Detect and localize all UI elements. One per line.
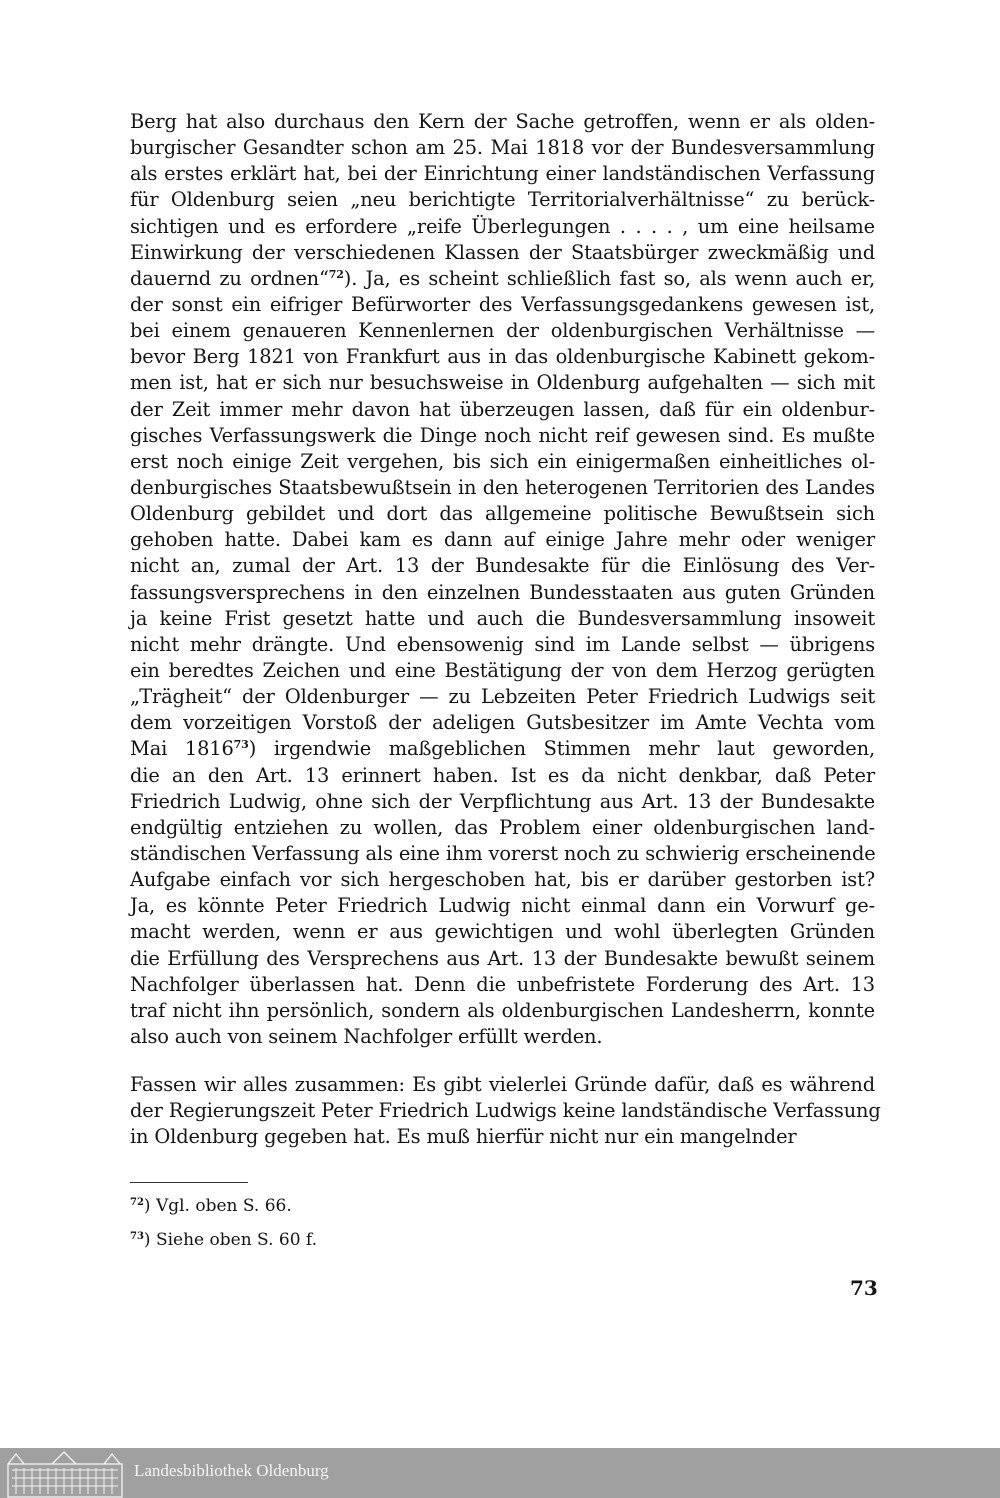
footnote-text: ) Siehe oben S. 60 f. <box>143 1230 318 1250</box>
line-text: Friedrich Ludwig, ohne sich der Verpflichtung aus Art. 13 der Bundesakte <box>130 789 875 813</box>
page-number: 73 <box>850 1276 878 1300</box>
text-line <box>130 867 875 893</box>
line-text: macht werden, wenn er aus gewichtigen und wohl überlegten Gründen <box>130 920 875 944</box>
footnote-marker: 73 <box>130 1231 144 1242</box>
line-text: ) irgendwie maßgeblichen Stimmen mehr laut geworden, <box>248 737 875 761</box>
text-line <box>130 841 875 867</box>
line-text: dauernd zu ordnen“ <box>130 266 329 290</box>
text-line <box>130 998 875 1024</box>
line-text: bei einem genaueren Kennenlernen der oldenburgischen Verhältnisse — <box>130 319 875 343</box>
text-line <box>130 527 875 553</box>
text-line <box>130 187 875 213</box>
line-text: ständischen Verfassung als eine ihm vorerst noch zu schwierig erscheinende <box>130 841 876 865</box>
line-text: endgültig entziehen zu wollen, das Problem einer oldenburgischen land- <box>130 815 875 839</box>
text-line <box>130 1098 881 1124</box>
line-text: nicht mehr drängte. Und ebensowenig sind im Lande selbst — übrigens <box>130 632 875 656</box>
text-line <box>130 501 875 527</box>
line-text: ). Ja, es scheint schließlich fast so, als wenn auch er, <box>343 266 875 290</box>
text-line <box>130 1072 875 1098</box>
text-line <box>130 789 875 815</box>
text-line <box>130 1124 875 1150</box>
line-text: fassungsversprechens in den einzelnen Bundesstaaten aus guten Gründen <box>130 580 875 604</box>
line-text: bevor Berg 1821 von Frankfurt aus in das oldenburgische Kabinett gekom- <box>130 345 875 369</box>
text-line <box>130 1024 875 1050</box>
line-text: gisches Verfassungswerk die Dinge noch nicht reif gewesen sind. Es mußte <box>130 423 875 447</box>
text-line <box>130 736 875 762</box>
text-line <box>130 266 875 292</box>
text-line <box>130 214 875 240</box>
text-line <box>130 370 875 396</box>
line-text: erst noch einige Zeit vergehen, bis sich ein einigermaßen einheitliches ol- <box>130 449 875 473</box>
text-line <box>130 344 875 370</box>
text-line <box>130 449 875 475</box>
text-line <box>130 292 875 318</box>
line-text: Einwirkung der verschiedenen Klassen der Staatsbürger zweckmäßig und <box>130 240 875 264</box>
text-line <box>130 240 875 266</box>
line-text: Fassen wir alles zusammen: Es gibt vielerlei Gründe dafür, daß es während <box>130 1073 875 1096</box>
text-line <box>130 919 875 945</box>
line-text: der Regierungszeit Peter Friedrich Ludwigs keine landständische Verfassung <box>130 1099 881 1123</box>
footnote-reference: 73 <box>233 738 249 752</box>
text-line <box>130 763 875 789</box>
text-line <box>130 161 875 187</box>
line-text: Oldenburg gebildet und dort das allgemeine politische Bewußtsein sich <box>130 502 875 526</box>
library-building-logo-icon <box>6 1450 124 1498</box>
line-text: Berg hat also durchaus den Kern der Sache getroffen, wenn er als olden- <box>130 110 875 133</box>
text-line <box>130 553 875 579</box>
line-text: men ist, hat er sich nur besuchsweise in Oldenburg aufgehalten — sich mit <box>130 371 875 395</box>
line-text: dem vorzeitigen Vorstoß der adeligen Gutsbesitzer im Amte Vechta vom <box>130 711 875 735</box>
line-text: also auch von seinem Nachfolger erfüllt werden. <box>130 1024 603 1048</box>
footnote-text: ) Vgl. oben S. 66. <box>143 1196 292 1216</box>
text-line <box>130 658 875 684</box>
text-line <box>130 397 875 423</box>
line-text: gehoben hatte. Dabei kam es dann auf einige Jahre mehr oder weniger <box>130 528 875 552</box>
line-text: die an den Art. 13 erinnert haben. Ist es da nicht denkbar, daß Peter <box>130 763 875 787</box>
text-line <box>130 815 875 841</box>
library-footer-bar <box>0 1448 1000 1498</box>
text-line <box>130 135 875 161</box>
text-line <box>130 109 875 135</box>
text-line <box>130 684 875 710</box>
line-text: Nachfolger überlassen hat. Denn die unbefristete Forderung des Art. 13 <box>130 972 875 996</box>
line-text: Mai 1816 <box>130 737 234 761</box>
footnote-73 <box>130 1230 317 1250</box>
line-text: als erstes erklärt hat, bei der Einrichtung einer landständischen Verfassung <box>130 162 875 186</box>
footnote-reference: 72 <box>328 267 344 281</box>
paragraph-2 <box>130 1072 881 1150</box>
footnote-72 <box>130 1196 292 1216</box>
paragraph-1 <box>130 109 875 1050</box>
text-line <box>130 946 875 972</box>
text-line <box>130 606 875 632</box>
line-text: traf nicht ihn persönlich, sondern als oldenburgischen Landesherrn, konnte <box>130 998 875 1022</box>
text-line <box>130 423 875 449</box>
text-line <box>130 318 875 344</box>
library-name: Landesbibliothek Oldenburg <box>134 1461 329 1480</box>
line-text: Ja, es könnte Peter Friedrich Ludwig nicht einmal dann ein Vorwurf ge- <box>130 894 875 918</box>
line-text: ein beredtes Zeichen und eine Bestätigung der von dem Herzog gerügten <box>130 658 875 682</box>
text-line <box>130 893 875 919</box>
text-line <box>130 710 875 736</box>
line-text: die Erfüllung des Versprechens aus Art. 13 der Bundesakte bewußt seinem <box>130 946 875 970</box>
line-text: nicht an, zumal der Art. 13 der Bundesakte für die Einlösung des Ver- <box>130 554 875 578</box>
footnote-marker: 72 <box>130 1197 144 1208</box>
line-text: in Oldenburg gegeben hat. Es muß hierfür nicht nur ein mangelnder <box>130 1125 797 1149</box>
text-line <box>130 972 875 998</box>
text-line <box>130 580 875 606</box>
line-text: der sonst ein eifriger Befürworter des Verfassungsgedankens gewesen ist, <box>130 292 875 316</box>
line-text: ja keine Frist gesetzt hatte und auch die Bundesversammlung insoweit <box>130 606 875 630</box>
line-text: „Trägheit“ der Oldenburger — zu Lebzeiten Peter Friedrich Ludwigs seit <box>130 685 875 709</box>
line-text: der Zeit immer mehr davon hat überzeugen lassen, daß für ein oldenbur- <box>130 397 875 421</box>
line-text: sichtigen und es erfordere „reife Überlegungen . . . . , um eine heilsame <box>130 214 875 238</box>
line-text: für Oldenburg seien „neu berichtigte Territorialverhältnisse“ zu berück- <box>130 188 875 212</box>
line-text: denburgisches Staatsbewußtsein in den heterogenen Territorien des Landes <box>130 475 875 499</box>
footnote-separator <box>130 1182 248 1183</box>
line-text: Aufgabe einfach vor sich hergeschoben hat, bis er darüber gestorben ist? <box>130 868 875 892</box>
text-line <box>130 632 875 658</box>
line-text: burgischer Gesandter schon am 25. Mai 1818 vor der Bundesversammlung <box>130 136 875 160</box>
text-line <box>130 475 875 501</box>
